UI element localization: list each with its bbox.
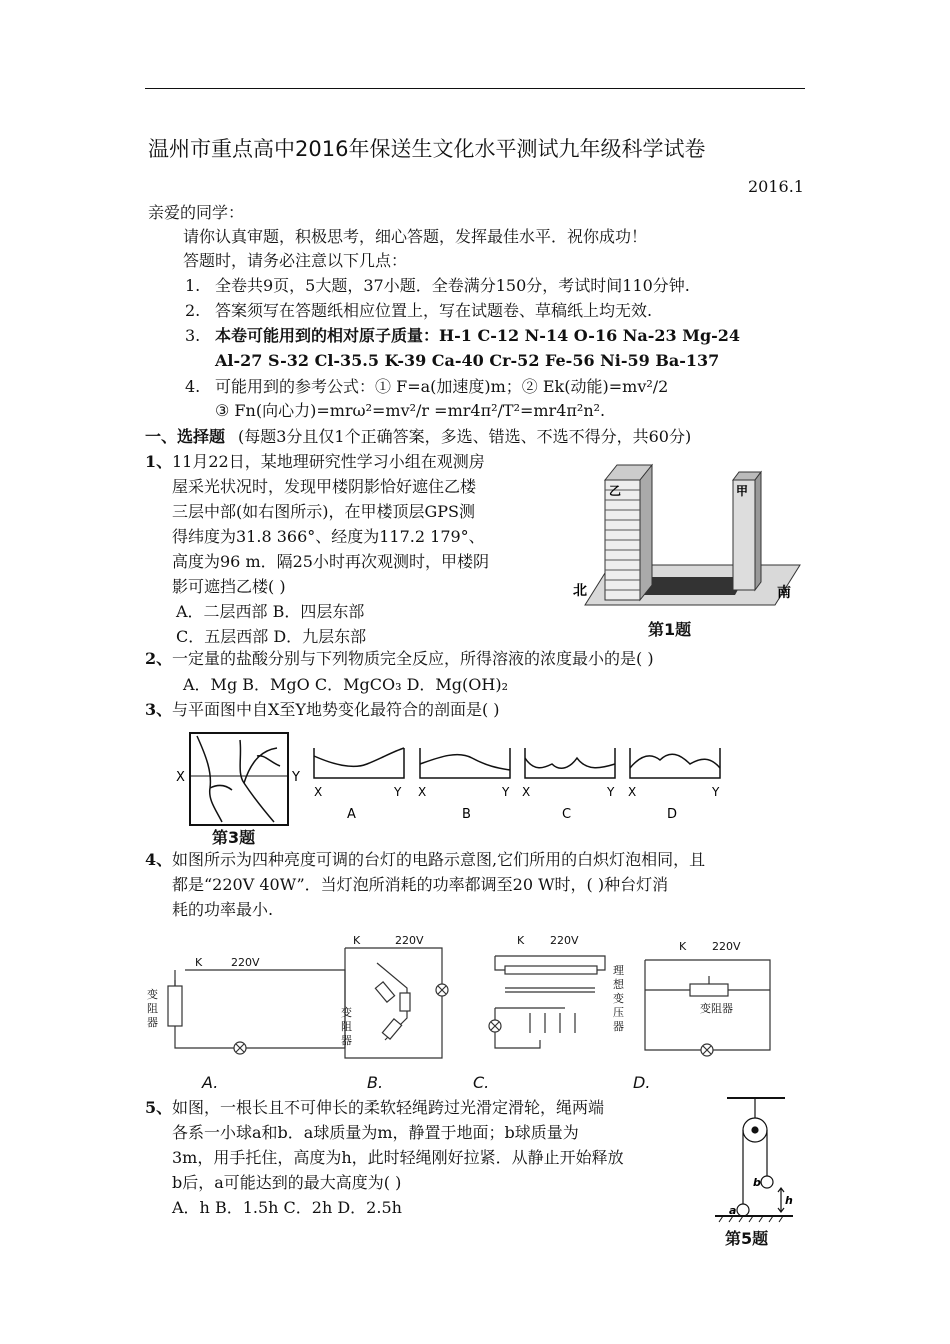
question-line: 影可遮挡乙楼( ) [172, 577, 286, 596]
svg-text:压: 压 [613, 1006, 624, 1019]
answer-options: A．h B．1.5h C．2h D．2.5h [172, 1198, 402, 1217]
figure-caption: 第1题 [648, 620, 692, 639]
question-number: 5、 [145, 1098, 173, 1117]
note-number: 3. [185, 326, 201, 345]
south-label: 南 [777, 585, 791, 601]
question-line: 耗的功率最小. [172, 900, 274, 919]
svg-text:阻: 阻 [147, 1002, 158, 1015]
q3-terrain-figure [172, 728, 732, 828]
profile-y-label: Y [712, 785, 720, 799]
question-line: 三层中部(如右图所示)，在甲楼顶层GPS测 [172, 502, 475, 521]
note-number: 2. [185, 301, 201, 320]
building-jia-label: 甲 [736, 484, 749, 498]
note-text: 答案须写在答题纸相应位置上，写在试题卷、草稿纸上均无效. [215, 301, 653, 320]
circuit-option: D. [633, 1073, 651, 1092]
switch-label: K [517, 934, 525, 947]
note-text: ③ Fn(向心力)=mrω²=mv²/r =mr4π²/T²=mr4π²n². [215, 401, 606, 420]
north-label: 北 [573, 583, 587, 599]
switch-label: K [353, 934, 361, 947]
q5-pulley-figure [705, 1092, 800, 1227]
section-heading: 一、选择题 [145, 427, 226, 446]
intro-line-2: 答题时，请务必注意以下几点： [183, 251, 408, 270]
circuit-option: C. [473, 1073, 490, 1092]
height-label: h [785, 1194, 793, 1207]
profile-y-label: Y [607, 785, 615, 799]
question-number: 4、 [145, 850, 173, 869]
question-line: 11月22日，某地理研究性学习小组在观测房 [172, 452, 485, 471]
building-yi-label: 乙 [609, 484, 622, 498]
note-text: 可能用到的参考公式：① F=a(加速度)m；② Ek(动能)=mv²/2 [215, 377, 669, 396]
question-line: 得纬度为31.8 366°、经度为117.2 179°、 [172, 527, 485, 546]
svg-text:器: 器 [341, 1034, 352, 1047]
question-text: 一定量的盐酸分别与下列物质完全反应，所得溶液的浓度最小的是( ) [172, 649, 654, 668]
profile-option-label: B [462, 807, 471, 822]
section-heading-note: (每题3分且仅1个正确答案，多选、错选、不选不得分，共60分) [238, 427, 692, 446]
note-text: 全卷共9页，5大题，37小题．全卷满分150分，考试时间110分钟. [215, 276, 690, 295]
question-line: 屋采光状况时，发现甲楼阴影恰好遮住乙楼 [172, 477, 477, 496]
note-text: 本卷可能用到的相对原子质量：H-1 C-12 N-14 O-16 Na-23 Mg-24 [215, 326, 741, 345]
source-label: 220V [712, 940, 741, 953]
answer-options: C．五层西部 D．九层东部 [176, 627, 367, 646]
profile-x-label: X [628, 785, 637, 799]
rheostat-label: 变阻器 [700, 1002, 733, 1015]
question-line: 如图，一根长且不可伸长的柔软轻绳跨过光滑定滑轮，绳两端 [172, 1098, 605, 1117]
switch-label: K [195, 956, 203, 969]
figure-caption: 第3题 [212, 828, 256, 847]
question-line: 如图所示为四种亮度可调的台灯的电路示意图,它们所用的白炽灯泡相同，且 [172, 850, 706, 869]
question-number: 3、 [145, 700, 173, 719]
ball-b-label: b [753, 1176, 761, 1189]
q4-circuits-figure [145, 928, 790, 1068]
question-line: b后，a可能达到的最大高度为( ) [172, 1173, 402, 1192]
profile-x-label: X [418, 785, 427, 799]
question-number: 2、 [145, 649, 173, 668]
note-number: 4. [185, 377, 201, 396]
profile-option-label: D [667, 807, 678, 822]
page-title: 温州市重点高中2016年保送生文化水平测试九年级科学试卷 [148, 137, 706, 161]
circuit-option: A. [202, 1073, 219, 1092]
profile-x-label: X [314, 785, 323, 799]
svg-text:变: 变 [341, 1006, 352, 1019]
q1-buildings-figure [565, 455, 805, 615]
switch-label: K [679, 940, 687, 953]
question-line: 都是“220V 40W”．当灯泡所消耗的功率都调至20 W时，( )种台灯消 [172, 875, 669, 894]
ball-a-label: a [729, 1204, 737, 1217]
answer-options: A．Mg B．MgO C．MgCO₃ D．Mg(OH)₂ [183, 675, 509, 694]
source-label: 220V [395, 934, 424, 947]
greeting: 亲爱的同学： [148, 203, 245, 222]
figure-caption: 第5题 [725, 1229, 769, 1248]
question-line: 高度为96 m．隔25小时再次观测时，甲楼阴 [172, 552, 489, 571]
svg-text:想: 想 [613, 978, 624, 991]
svg-text:理: 理 [613, 964, 624, 977]
note-text: Al-27 S-32 Cl-35.5 K-39 Ca-40 Cr-52 Fe-56 Ni-59 Ba-137 [215, 351, 720, 370]
intro-line-1: 请你认真审题，积极思考，细心答题，发挥最佳水平．祝你成功！ [183, 227, 648, 246]
svg-text:器: 器 [147, 1016, 158, 1029]
question-line: 3m，用手托住，高度为h，此时轻绳刚好拉紧．从静止开始释放 [172, 1148, 624, 1167]
answer-options: A．二层西部 B．四层东部 [176, 602, 365, 621]
svg-text:变: 变 [147, 988, 158, 1001]
profile-y-label: Y [502, 785, 510, 799]
note-number: 1. [185, 276, 201, 295]
svg-text:变: 变 [613, 992, 624, 1005]
exam-date: 2016.1 [748, 177, 804, 196]
header-rule [145, 88, 805, 89]
source-label: 220V [231, 956, 260, 969]
map-x-label: X [176, 770, 185, 785]
svg-text:阻: 阻 [341, 1020, 352, 1033]
circuit-option: B. [367, 1073, 384, 1092]
profile-x-label: X [522, 785, 531, 799]
profile-option-label: A [347, 807, 356, 822]
source-label: 220V [550, 934, 579, 947]
profile-option-label: C [562, 807, 572, 822]
question-number: 1、 [145, 452, 173, 471]
map-y-label: Y [292, 770, 300, 785]
question-line: 各系一小球a和b．a球质量为m，静置于地面；b球质量为 [172, 1123, 579, 1142]
svg-text:器: 器 [613, 1020, 624, 1033]
profile-y-label: Y [394, 785, 402, 799]
question-text: 与平面图中自X至Y地势变化最符合的剖面是( ) [172, 700, 500, 719]
